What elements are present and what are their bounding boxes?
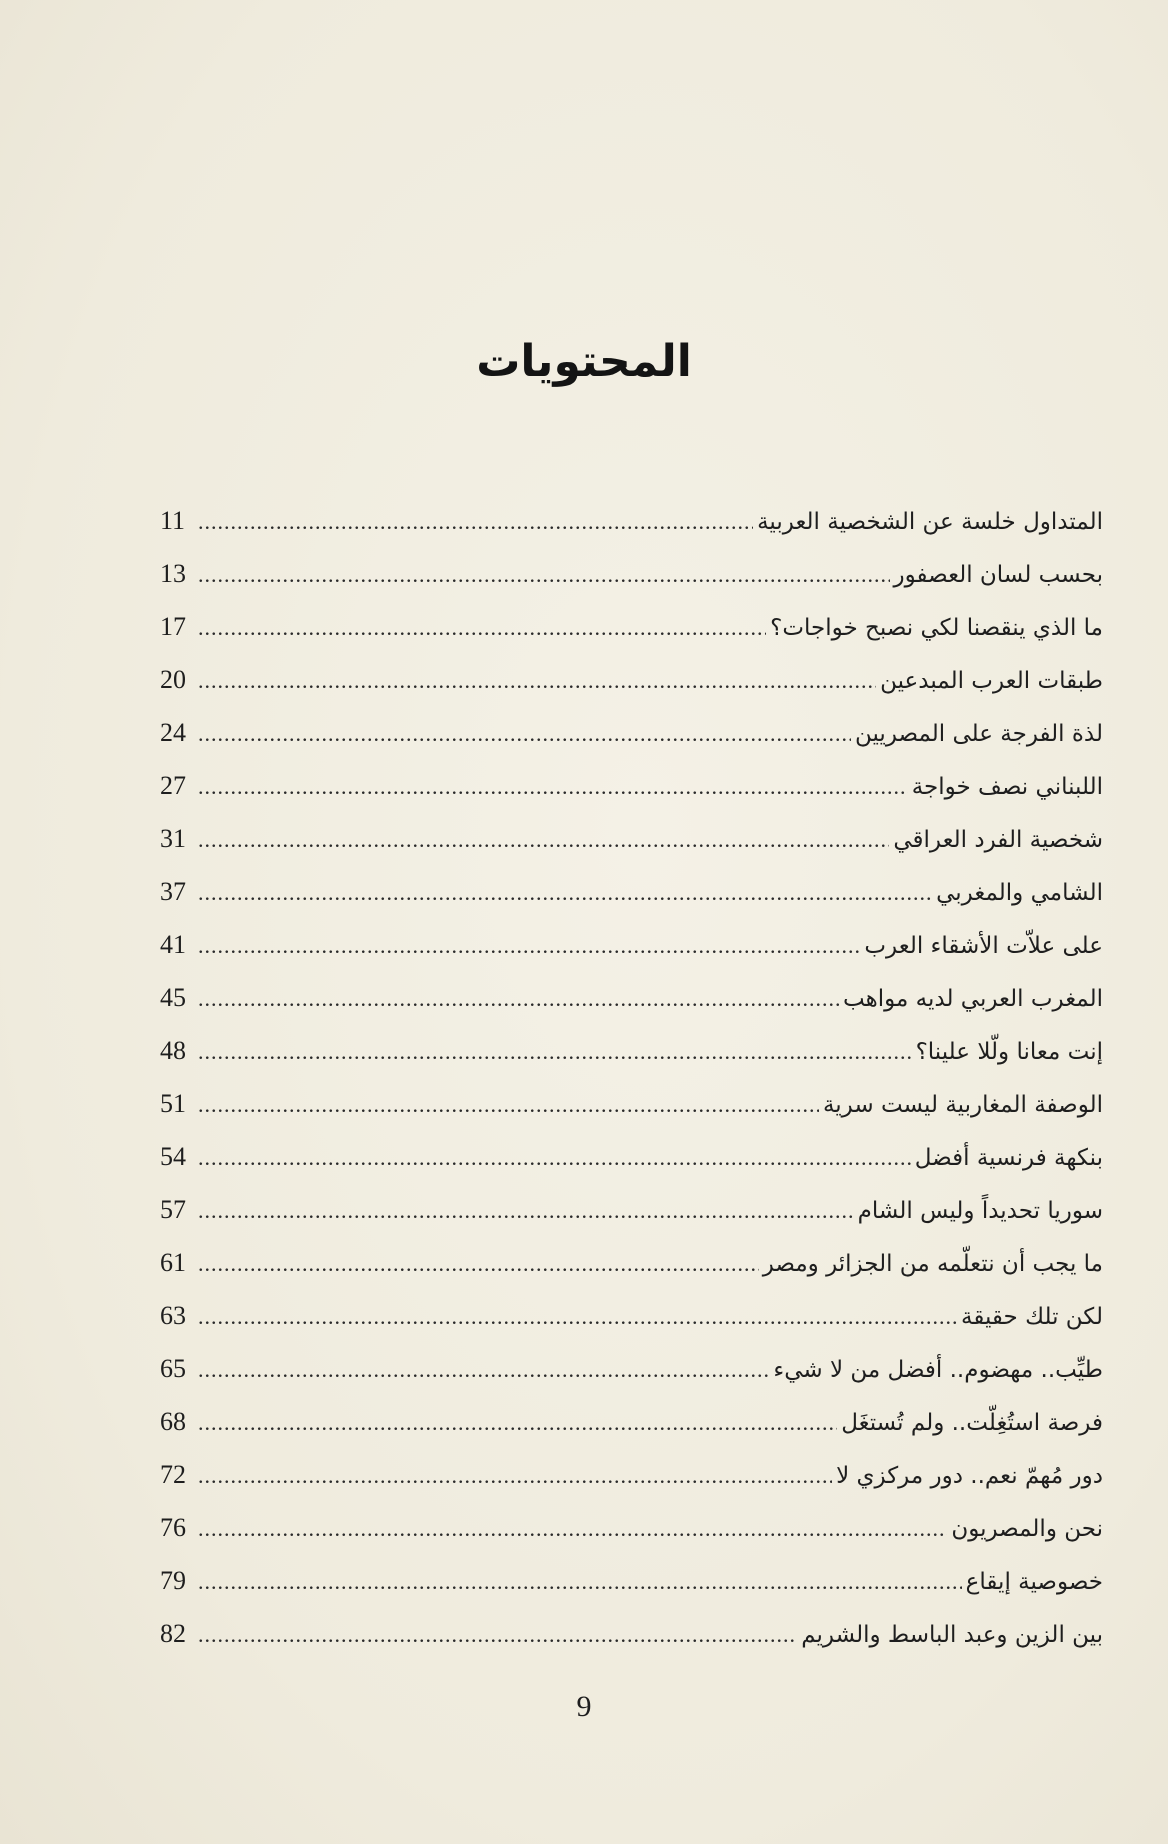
toc-entry-title: على علاّت الأشقاء العرب — [864, 933, 1103, 959]
toc-entry-page: 13 — [160, 559, 186, 588]
table-of-contents — [160, 494, 1103, 1660]
toc-dot-leader — [198, 495, 753, 548]
toc-entry-page: 76 — [160, 1513, 186, 1542]
toc-entry-title: دور مُهمّ نعم.. دور مركزي لا — [836, 1463, 1103, 1489]
toc-entry-page: 48 — [160, 1036, 186, 1065]
toc-entry — [160, 1077, 1103, 1130]
toc-entry-page: 63 — [160, 1301, 186, 1330]
toc-entry — [160, 1024, 1103, 1077]
toc-entry-page: 72 — [160, 1460, 186, 1489]
toc-entry — [160, 653, 1103, 706]
toc-entry — [160, 1342, 1103, 1395]
toc-dot-leader — [198, 972, 839, 1025]
toc-entry-page: 11 — [160, 506, 186, 535]
toc-entry-title: ما الذي ينقصنا لكي نصبح خواجات؟ — [770, 615, 1103, 641]
toc-dot-leader — [198, 1608, 797, 1661]
toc-dot-leader — [198, 1555, 962, 1608]
toc-entry — [160, 1395, 1103, 1448]
toc-entry-title: الشامي والمغربي — [936, 880, 1103, 906]
toc-dot-leader — [198, 1237, 759, 1290]
toc-entry-page: 54 — [160, 1142, 186, 1171]
toc-dot-leader — [198, 1343, 769, 1396]
toc-entry-title: نحن والمصريون — [951, 1516, 1103, 1542]
toc-entry-page: 31 — [160, 824, 186, 853]
toc-entry — [160, 547, 1103, 600]
toc-dot-leader — [198, 548, 890, 601]
toc-entry-page: 17 — [160, 612, 186, 641]
toc-entry — [160, 759, 1103, 812]
toc-entry-page: 61 — [160, 1248, 186, 1277]
toc-entry-page: 41 — [160, 930, 186, 959]
toc-entry-title: اللبناني نصف خواجة — [911, 774, 1103, 800]
toc-entry — [160, 1448, 1103, 1501]
toc-entry-page: 24 — [160, 718, 186, 747]
toc-entry — [160, 1130, 1103, 1183]
toc-dot-leader — [198, 1025, 912, 1078]
page-title: المحتويات — [476, 336, 692, 387]
toc-entry-page: 57 — [160, 1195, 186, 1224]
toc-entry — [160, 494, 1103, 547]
toc-entry-title: بنكهة فرنسية أفضل — [914, 1145, 1103, 1171]
toc-entry-title: بين الزين وعبد الباسط والشريم — [801, 1622, 1103, 1648]
toc-dot-leader — [198, 654, 876, 707]
toc-entry — [160, 1183, 1103, 1236]
toc-entry — [160, 1607, 1103, 1660]
toc-entry — [160, 1289, 1103, 1342]
toc-entry-title: الوصفة المغاربية ليست سرية — [822, 1092, 1103, 1118]
toc-entry-title: إنت معانا ولّلا علينا؟ — [915, 1039, 1103, 1065]
toc-entry-title: ما يجب أن نتعلّمه من الجزائر ومصر — [762, 1251, 1103, 1277]
toc-entry-page: 51 — [160, 1089, 186, 1118]
toc-dot-leader — [198, 707, 851, 760]
toc-entry — [160, 1236, 1103, 1289]
toc-entry-page: 20 — [160, 665, 186, 694]
toc-entry-page: 65 — [160, 1354, 186, 1383]
toc-dot-leader — [198, 1184, 854, 1237]
toc-entry-page: 27 — [160, 771, 186, 800]
toc-dot-leader — [198, 1131, 911, 1184]
toc-dot-leader — [198, 813, 889, 866]
toc-entry-title: لكن تلك حقيقة — [961, 1304, 1103, 1330]
toc-entry-title: فرصة استُغِلّت.. ولم تُستغَل — [841, 1410, 1103, 1436]
toc-entry-page: 79 — [160, 1566, 186, 1595]
toc-entry — [160, 600, 1103, 653]
toc-dot-leader — [198, 919, 860, 972]
toc-entry-page: 82 — [160, 1619, 186, 1648]
toc-entry-title: المتداول خلسة عن الشخصية العربية — [757, 509, 1103, 535]
toc-entry — [160, 706, 1103, 759]
toc-entry-title: سوريا تحديداً وليس الشام — [857, 1198, 1103, 1224]
toc-entry-title: شخصية الفرد العراقي — [893, 827, 1103, 853]
toc-entry-title: لذة الفرجة على المصريين — [854, 721, 1103, 747]
toc-dot-leader — [198, 1396, 837, 1449]
page-number: 9 — [576, 1690, 592, 1723]
toc-entry-page: 68 — [160, 1407, 186, 1436]
toc-entry — [160, 812, 1103, 865]
toc-entry-page: 37 — [160, 877, 186, 906]
toc-entry — [160, 1501, 1103, 1554]
toc-entry — [160, 1554, 1103, 1607]
toc-dot-leader — [198, 760, 908, 813]
toc-entry — [160, 865, 1103, 918]
toc-entry-title: بحسب لسان العصفور — [893, 562, 1103, 588]
toc-dot-leader — [198, 601, 766, 654]
toc-dot-leader — [198, 1449, 832, 1502]
toc-dot-leader — [198, 1078, 819, 1131]
toc-dot-leader — [198, 1502, 947, 1555]
toc-entry — [160, 918, 1103, 971]
toc-entry-title: خصوصية إيقاع — [965, 1569, 1103, 1595]
toc-entry — [160, 971, 1103, 1024]
toc-entry-page: 45 — [160, 983, 186, 1012]
toc-entry-title: المغرب العربي لديه مواهب — [843, 986, 1103, 1012]
toc-entry-title: طيِّب.. مهضوم.. أفضل من لا شيء — [773, 1357, 1103, 1383]
toc-dot-leader — [198, 1290, 957, 1343]
toc-entry-title: طبقات العرب المبدعين — [880, 668, 1103, 694]
toc-dot-leader — [198, 866, 932, 919]
